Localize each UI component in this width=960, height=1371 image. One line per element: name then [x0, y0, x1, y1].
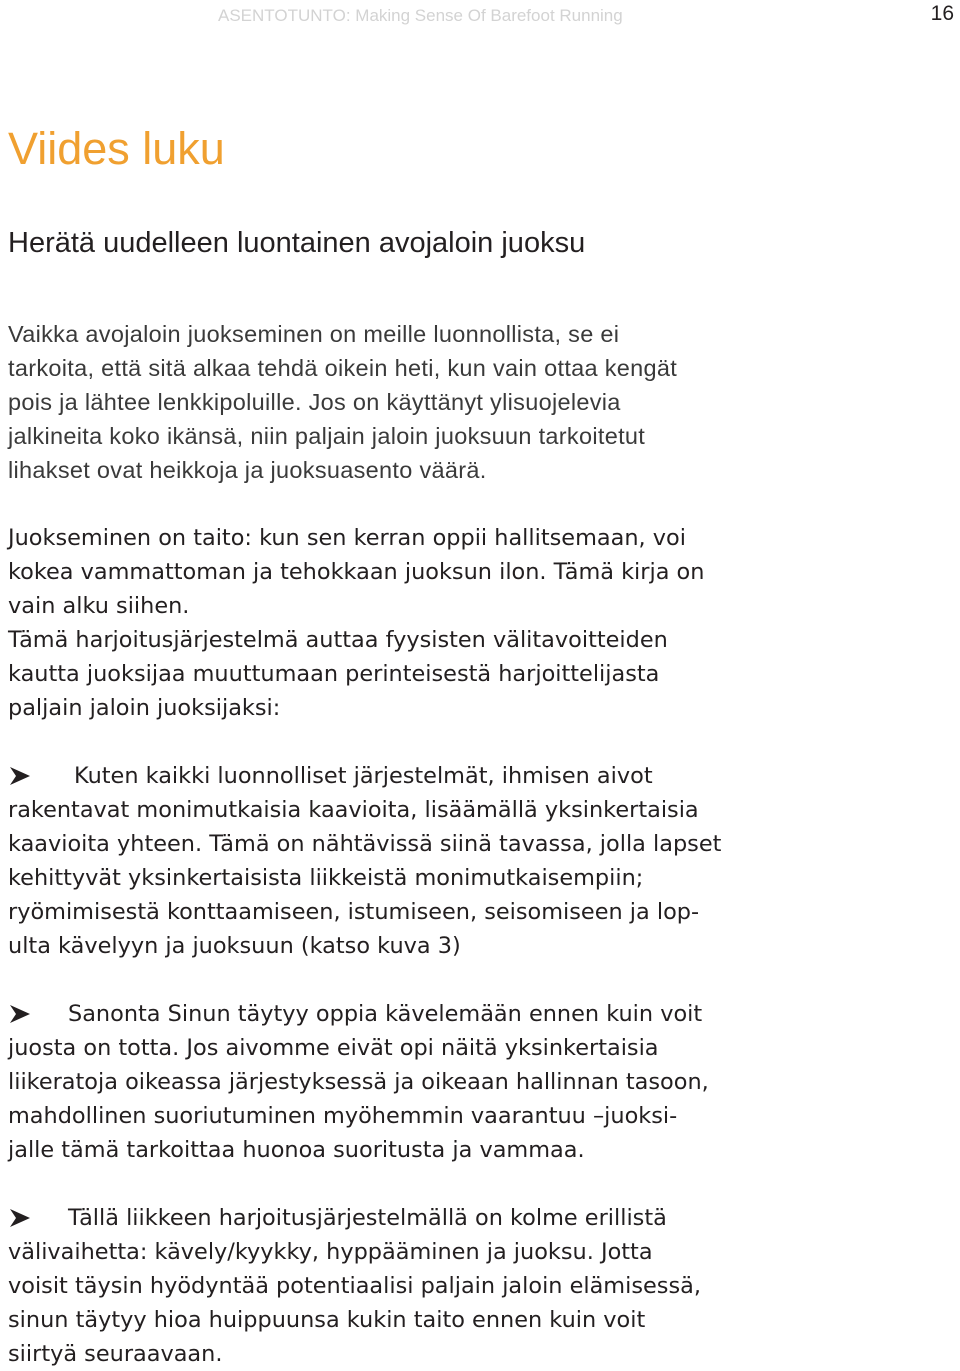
- text-line: jalle tämä tarkoittaa huonoa suoritusta ja vammaa.: [8, 1137, 585, 1163]
- text-line: voisit täysin hyödyntää potentiaalisi paljain jaloin elämisessä,: [8, 1273, 701, 1299]
- text-line: kautta juoksijaa muuttumaan perinteisestä harjoittelijasta: [8, 661, 660, 687]
- running-header: ASENTOTUNTO: Making Sense Of Barefoot Running: [218, 6, 623, 25]
- text-line: rakentavat monimutkaisia kaavioita, lisäämällä yksinkertaisia: [8, 797, 699, 823]
- text-line: välivaihetta: kävely/kyykky, hyppääminen ja juoksu. Jotta: [8, 1239, 653, 1265]
- arrowhead-bullet-icon: [8, 1208, 34, 1228]
- bullet-first-line: [8, 1201, 953, 1235]
- text-line: ryömimisestä konttaamiseen, istumiseen, seisomiseen ja lop-: [8, 899, 700, 925]
- text-line: Tällä liikkeen harjoitusjärjestelmällä on kolme erillistä: [68, 1205, 667, 1231]
- text-line: sinun täytyy hioa huippuunsa kukin taito ennen kuin voit: [8, 1307, 646, 1333]
- arrowhead-bullet-icon: [8, 1004, 34, 1024]
- text-line: Juokseminen on taito: kun sen kerran oppii hallitsemaan, voi: [8, 525, 686, 551]
- text-line: paljain jaloin juoksijaksi:: [8, 695, 281, 721]
- text-line: Sanonta Sinun täytyy oppia kävelemään ennen kuin voit: [68, 1001, 703, 1027]
- text-line: liikeratoja oikeassa järjestyksessä ja oikeaan hallinnan tasoon,: [8, 1069, 709, 1095]
- chapter-title: Viides luku: [8, 123, 225, 174]
- text-line: Tämä harjoitusjärjestelmä auttaa fyysisten välitavoitteiden: [8, 627, 668, 653]
- bullet-first-line: [8, 759, 953, 793]
- intro-paragraph: [8, 317, 953, 487]
- text-line: tarkoita, että sitä alkaa tehdä oikein heti, kun vain ottaa kengät: [8, 355, 678, 381]
- bullet-item-1: [8, 759, 953, 963]
- text-line: ulta kävelyyn ja juoksuun (katso kuva 3): [8, 933, 461, 959]
- text-line: siirtyä seuraavaan.: [8, 1341, 223, 1367]
- body-paragraph-2: [8, 521, 953, 623]
- body-paragraph-3: [8, 623, 953, 725]
- bullet-item-2: [8, 997, 953, 1167]
- bullet-first-line: [8, 997, 953, 1031]
- text-line: Kuten kaikki luonnolliset järjestelmät, ihmisen aivot: [74, 763, 653, 789]
- section-title: Herätä uudelleen luontainen avojaloin juoksu: [8, 227, 586, 259]
- text-line: Vaikka avojaloin juokseminen on meille luonnollista, se ei: [8, 321, 620, 347]
- text-line: juosta on totta. Jos aivomme eivät opi näitä yksinkertaisia: [8, 1035, 659, 1061]
- text-line: kokea vammattoman ja tehokkaan juoksun ilon. Tämä kirja on: [8, 559, 705, 585]
- arrowhead-bullet-icon: [8, 766, 34, 786]
- text-line: mahdollinen suoriutuminen myöhemmin vaarantuu –juoksi-: [8, 1103, 678, 1129]
- text-line: lihakset ovat heikkoja ja juoksuasento väärä.: [8, 457, 487, 483]
- text-line: vain alku siihen.: [8, 593, 190, 619]
- page-number: 16: [930, 2, 954, 25]
- bullet-item-3: [8, 1201, 953, 1371]
- text-line: kehittyvät yksinkertaisista liikkeistä monimutkaisempiin;: [8, 865, 644, 891]
- text-line: jalkineita koko ikänsä, niin paljain jaloin juoksuun tarkoitetut: [8, 423, 646, 449]
- text-line: pois ja lähtee lenkkipoluille. Jos on käyttänyt ylisuojelevia: [8, 389, 621, 415]
- text-line: kaavioita yhteen. Tämä on nähtävissä siinä tavassa, jolla lapset: [8, 831, 722, 857]
